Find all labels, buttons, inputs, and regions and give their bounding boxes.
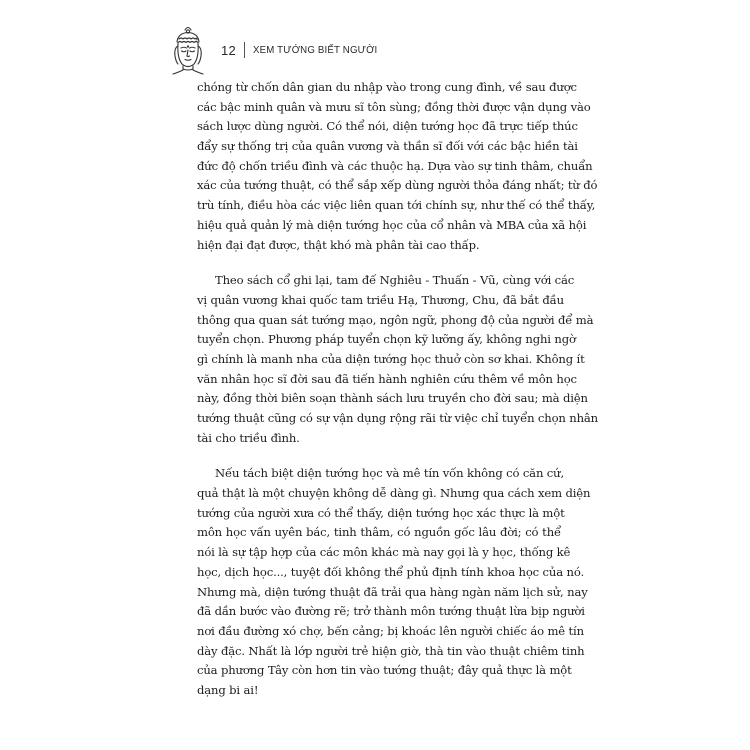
text-line: hiện đại đạt được, thật khó mà phân tài cao thấp. <box>197 237 480 252</box>
page-header <box>165 24 388 76</box>
text-line: tướng của người xưa có thể thấy, diện tướng học xác thực là một <box>197 505 565 520</box>
text-line: tướng thuật cũng có sự vận dụng rộng rãi từ việc chỉ tuyển chọn nhân <box>197 411 598 425</box>
text-line: tuyển chọn. Phương pháp tuyển chọn kỹ lưỡng ấy, không nghi ngờ <box>197 332 576 347</box>
text-line: văn nhân học sĩ đời sau đã tiến hành nghiên cứu thêm về môn học <box>197 371 577 386</box>
text-line: vị quân vương khai quốc tam triều Hạ, Thương, Chu, đã bắt đầu <box>197 292 564 307</box>
text-line: này, đồng thời biên soạn thành sách lưu truyền cho đời sau; mà diện <box>197 391 588 406</box>
page-number: 12 <box>221 42 237 58</box>
text-line: Nếu tách biệt diện tướng học và mê tín vốn không có căn cứ, <box>215 466 564 481</box>
text-line: hiệu quả quản lý mà diện tướng học của cổ nhân và MBA của xã hội <box>197 217 587 232</box>
text-line: gì chính là manh nha của diện tướng học thuở còn sơ khai. Không ít <box>197 351 585 366</box>
buddha-head-icon <box>165 24 211 76</box>
text-line: của phương Tây còn hơn tin vào tướng thuật; đây quả thực là một <box>197 663 572 678</box>
text-line: thông qua quan sát tướng mạo, ngôn ngữ, phong độ của người để mà <box>197 312 594 327</box>
text-line: đức độ chốn triều đình và các thuộc hạ. Dựa vào sự tinh thâm, chuẩn <box>197 158 593 173</box>
text-line: đã dần bước vào đường rẽ; trở thành môn tướng thuật lừa bịp người <box>197 604 585 619</box>
text-line: tài cho triều đình. <box>197 430 300 445</box>
text-line: xác của tướng thuật, có thể sắp xếp dùng người thỏa đáng nhất; từ đó <box>197 178 598 193</box>
text-line: sách lược dùng người. Có thể nói, diện tướng học đã trực tiếp thúc <box>197 119 578 134</box>
text-line: đẩy sự thống trị của quân vương và thần sĩ đối với các bậc hiền tài <box>197 139 578 154</box>
text-line: học, dịch học..., tuyệt đối không thể phủ định tính khoa học của nó. <box>197 564 584 579</box>
paragraph-2 <box>197 271 598 448</box>
running-title: XEM TƯỚNG BIẾT NGƯỜI <box>253 44 378 56</box>
text-line: Nhưng mà, diện tướng thuật đã trải qua hàng ngàn năm lịch sử, nay <box>197 584 588 599</box>
text-line: môn học vấn uyên bác, tinh thâm, có nguồn gốc lâu đời; có thể <box>197 525 561 540</box>
text-line: chóng từ chốn dân gian du nhập vào trong cung đình, về sau được <box>197 80 577 94</box>
text-line: quả thật là một chuyện không dễ dàng gì. Nhưng qua cách xem diện <box>197 486 591 501</box>
text-line: dạng bi ai! <box>197 682 259 697</box>
text-line: nói là sự tập hợp của các môn khác mà nay gọi là y học, thống kê <box>197 545 571 560</box>
text-line: nơi đầu đường xó chợ, bến cảng; bị khoác lên người chiếc áo mê tín <box>197 623 584 638</box>
body-text <box>197 78 598 717</box>
paragraph-3 <box>197 464 591 700</box>
header-divider <box>244 42 245 58</box>
text-line: các bậc minh quân và mưu sĩ tôn sùng; đồng thời được vận dụng vào <box>197 99 591 114</box>
text-line: dày đặc. Nhất là lớp người trẻ hiện giờ, thà tin vào thuật chiêm tinh <box>197 643 585 658</box>
text-line: trù tính, điều hòa các việc liên quan tới chính sự, như thế có thể thấy, <box>197 198 596 213</box>
text-line: Theo sách cổ ghi lại, tam đế Nghiêu - Thuấn - Vũ, cùng với các <box>215 273 575 288</box>
paragraph-1 <box>197 78 598 255</box>
